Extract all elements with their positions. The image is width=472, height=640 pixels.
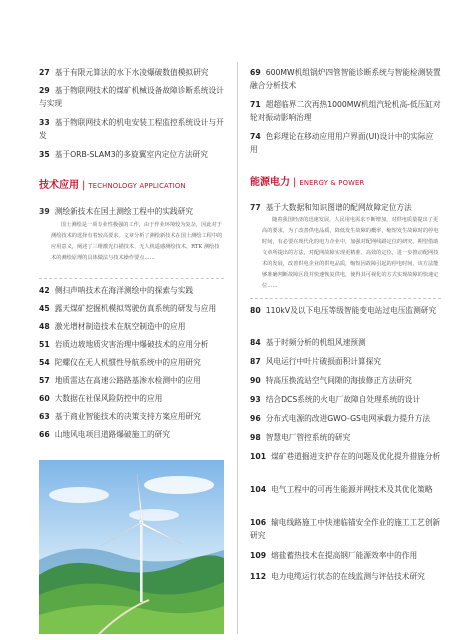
toc-entry[interactable] [39, 356, 224, 369]
toc-entry[interactable] [250, 336, 441, 349]
toc-entry[interactable] [250, 570, 441, 583]
section-title-zh: 技术应用 [39, 180, 79, 191]
article-title: 电力电缆运行状态的在线监测与评估技术研究 [271, 572, 425, 581]
article-title: 地质雷达在高速公路路基渗水检测中的应用 [54, 376, 201, 385]
page-number: 98 [250, 433, 261, 442]
article-title: 分布式电源的改进GWO-GS电网承载力提升方法 [265, 414, 431, 423]
page-number: 80 [250, 306, 261, 315]
toc-entry[interactable] [250, 412, 441, 425]
article-title: 露天煤矿挖掘机模拟驾驶仿真系统的研发与应用 [54, 304, 217, 313]
page-number: 90 [250, 376, 261, 385]
toc-entry[interactable] [39, 148, 224, 161]
toc-entry[interactable] [39, 428, 224, 441]
toc-entry[interactable] [250, 516, 441, 542]
toc-entry[interactable] [39, 374, 224, 387]
article-title: 基于ORB-SLAM3的多旋翼室内定位方法研究 [54, 150, 208, 159]
page-number: 69 [250, 68, 261, 77]
article-title: 基于商业智能技术的决策支持方案应用研究 [54, 412, 201, 421]
page-number: 60 [39, 394, 50, 403]
section-separator: | [293, 177, 297, 188]
section-title-zh: 能源电力 [250, 177, 290, 188]
dashed-divider [39, 278, 224, 279]
toc-entry[interactable] [39, 302, 224, 315]
page-number: 66 [39, 430, 50, 439]
page-number: 54 [39, 358, 50, 367]
page-number: 87 [250, 357, 261, 366]
article-title: 智慧电厂管控系统的研究 [265, 433, 351, 442]
article-title: 山地风电项目道路爆破施工的研究 [54, 430, 171, 439]
page-number: 84 [250, 338, 261, 347]
section-separator: | [82, 180, 86, 191]
page-number: 29 [39, 86, 50, 95]
page-number: 109 [250, 551, 267, 560]
article-title: 基于有限元算法的水下水凌爆破数值模拟研究 [54, 68, 209, 77]
section-header-energy [250, 176, 441, 190]
page-number: 112 [250, 572, 267, 581]
toc-entry[interactable] [39, 410, 224, 423]
article-title: 侧扫声呐技术在海洋测绘中的探索与实践 [54, 286, 194, 295]
page-number: 51 [39, 340, 50, 349]
page-number: 96 [250, 414, 261, 423]
toc-entry[interactable] [39, 284, 224, 297]
page-number: 106 [250, 518, 267, 527]
page-number: 48 [39, 322, 50, 331]
toc-entry[interactable] [39, 66, 224, 79]
page-number: 63 [39, 412, 50, 421]
toc-entry[interactable] [250, 483, 441, 496]
toc-entry[interactable] [250, 304, 441, 317]
page-number: 93 [250, 395, 261, 404]
toc-entry[interactable] [39, 320, 224, 333]
featured-abstract: 国土测绘是一项专业性极强的工作，由于作业环境较为复杂，因此对于测绘技术的选择有着较高要求。文章分析了测绘新技术在国土测绘工程中的应用意义，阐述了三维激光扫描技术、无人机遥感测绘技术、RTK 测绘技术的测绘原理的具体做法与技术操作要点…… [51, 222, 223, 261]
article-title: 岩质边坡地质灾害治理中爆破技术的应用分析 [54, 340, 209, 349]
page-number: 45 [39, 304, 50, 313]
toc-entry[interactable] [250, 374, 441, 387]
section-title-en: TECHNOLOGY APPLICATION [88, 182, 186, 190]
page-number: 71 [250, 100, 261, 109]
article-title: 色彩理论在移动应用用户界面(UI)设计中的实际应用 [250, 132, 434, 154]
column-divider [237, 62, 238, 634]
article-title: 测绘新技术在国土测绘工程中的实践研究 [54, 207, 194, 216]
article-title: 超超临界二次再热1000MW机组汽轮机高-低压缸对轮对振动影响治理 [250, 100, 441, 122]
page-number: 39 [39, 207, 50, 216]
article-title: 电气工程中的可再生能源并网技术及其优化策略 [271, 485, 433, 494]
dashed-divider [250, 298, 441, 299]
article-title: 基于物联网技术的煤矿机械设备故障诊断系统设计与实现 [39, 86, 224, 108]
page-number: 42 [39, 286, 50, 295]
page-number: 57 [39, 376, 50, 385]
article-title: 结合DCS系统的火电厂故障自处理系统的设计 [265, 395, 421, 404]
toc-entry[interactable] [250, 66, 441, 92]
toc-entry[interactable] [39, 338, 224, 351]
article-title: 陀螺仪在无人机惯性导航系统中的应用研究 [54, 358, 201, 367]
featured-entry-title[interactable] [39, 205, 224, 218]
toc-entry[interactable] [39, 116, 224, 142]
wind-turbine-illustration [39, 460, 224, 634]
page-number: 35 [39, 150, 50, 159]
page-number: 101 [250, 452, 267, 461]
toc-entry[interactable] [250, 393, 441, 406]
toc-entry[interactable] [250, 549, 441, 562]
article-title: 风电运行中叶片破损面积计算探究 [265, 357, 382, 366]
wind-turbine-landscape-icon [39, 460, 224, 634]
article-title: 特高压换流站空气间隙的海拔修正方法研究 [265, 376, 412, 385]
article-title: 煤矿巷道掘进支护存在的问题及优化提升措施分析 [271, 452, 441, 461]
section-title-en: ENERGY & POWER [299, 179, 365, 187]
toc-entry[interactable] [250, 98, 441, 124]
featured-abstract: 随着我国经济的迅速发展，人民用电需求不断增加，对供电质量提出了更高的要求，为了改善供电品质，降低发生故障的概率，缩短发生故障时的停电时间，有必要在现代化的电力企业中，加强对配网线路定位的研究。期望借助文章所提出的方法，对配网故障实现更精准、高效的定位，进一步推动配网技术的发展，改善供电企业的供电品质，缩短因故障引起的停电时间，该方法能够准确判断故障区段并快速恢复供电，使得其可视化的方式实现故障的快速定位…… [262, 217, 439, 289]
article-title: 基于大数据和知识图谱的配网故障定位方法 [265, 203, 412, 212]
page-number: 33 [39, 118, 50, 127]
article-title: 输电线路施工中快速临锚安全作业的施工工艺创新研究 [250, 518, 441, 540]
article-title: 熔盐蓄热技术在提高钢厂能源效率中的作用 [271, 551, 418, 560]
toc-entry[interactable] [250, 355, 441, 368]
toc-entry[interactable] [250, 130, 441, 156]
article-title: 基于时频分析的机组风速预测 [265, 338, 366, 347]
page-number: 74 [250, 132, 261, 141]
toc-entry[interactable] [250, 450, 441, 463]
article-title: 大数据在社保风险防控中的应用 [54, 394, 163, 403]
page-number: 27 [39, 68, 50, 77]
featured-entry-title[interactable] [250, 201, 441, 214]
page-number: 104 [250, 485, 267, 494]
article-title: 110kV及以下电压等级智能变电站过电压监测研究 [265, 306, 437, 315]
toc-entry[interactable] [39, 392, 224, 405]
toc-entry[interactable] [39, 84, 224, 110]
article-title: 激光增材制造技术在航空制造中的应用 [54, 322, 186, 331]
section-header-technology [39, 179, 224, 193]
article-title: 基于物联网技术的机电安装工程监控系统设计与开发 [39, 118, 224, 140]
toc-entry[interactable] [250, 431, 441, 444]
article-title: 600MW机组锅炉四管智能诊断系统与智能检测装置融合分析技术 [250, 68, 441, 90]
page-number: 77 [250, 203, 261, 212]
